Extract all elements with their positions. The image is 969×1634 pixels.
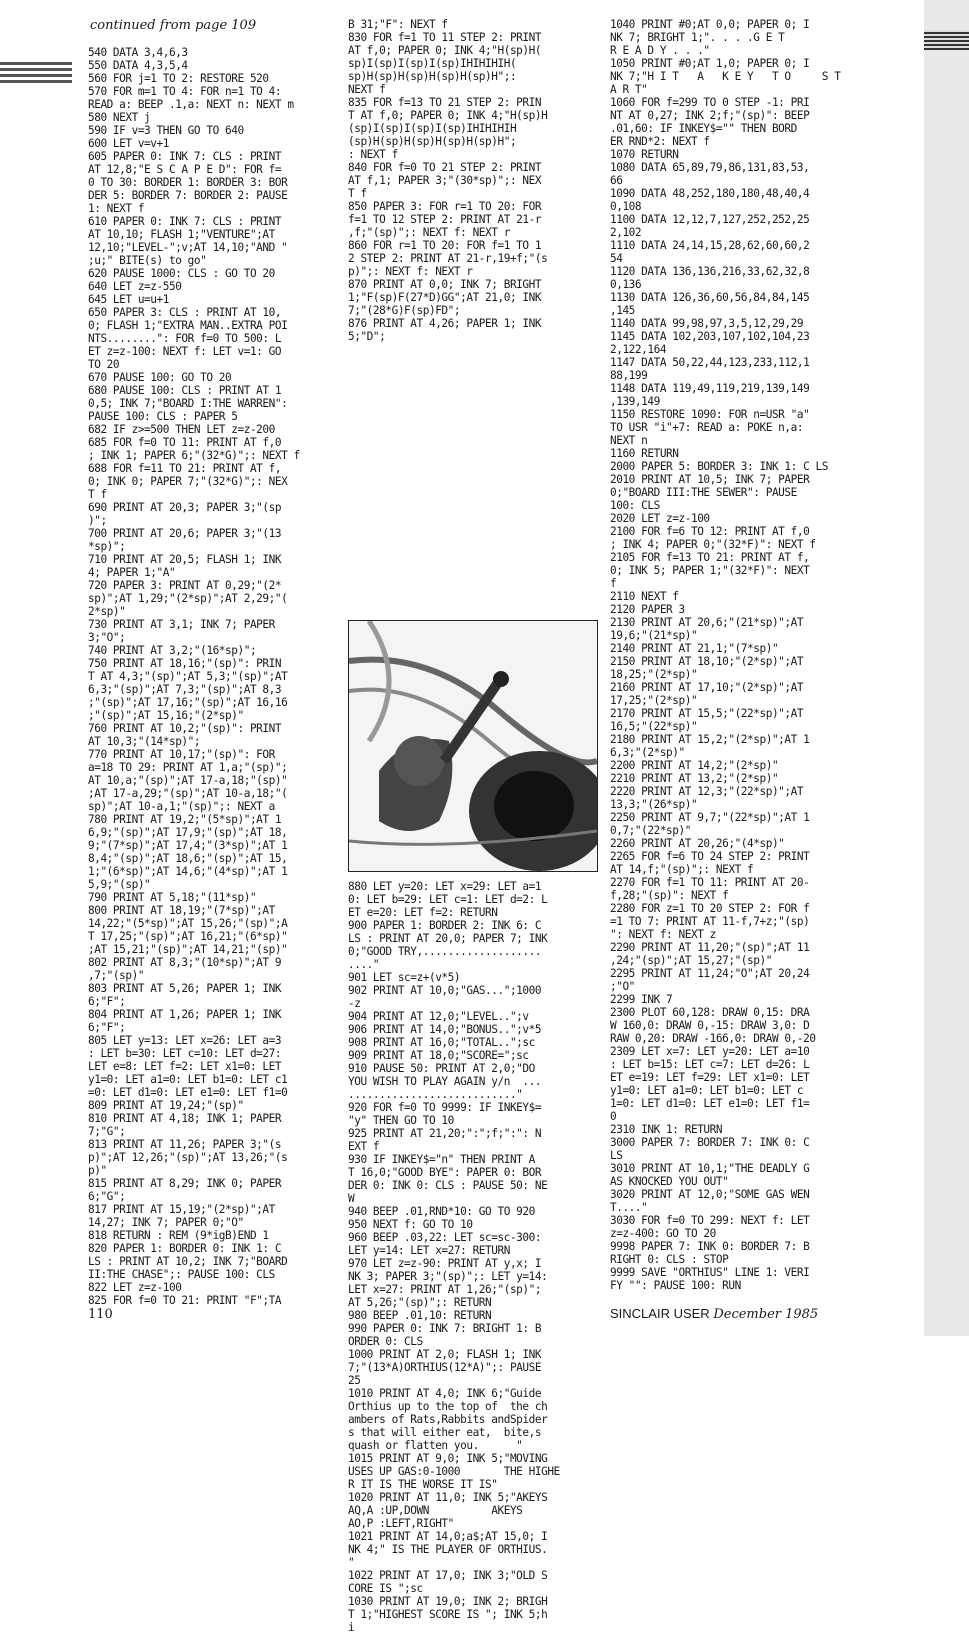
code-line: 605 PAPER 0: INK 7: CLS : PRINT bbox=[88, 150, 282, 163]
code-line: ;AT 17-a,29;"(sp)";AT 10-a,18;"( bbox=[88, 787, 288, 800]
code-line: 3010 PRINT AT 10,1;"THE DEADLY G bbox=[610, 1162, 810, 1175]
code-line: 0,108 bbox=[610, 200, 642, 213]
code-line: LET e=8: LET f=2: LET x1=0: LET bbox=[88, 1060, 282, 1073]
code-line: T f bbox=[88, 488, 107, 501]
code-line: 0 bbox=[610, 1110, 617, 1123]
code-line: 809 PRINT AT 19,24;"(sp)" bbox=[88, 1099, 244, 1112]
code-line: AS KNOCKED YOU OUT" bbox=[610, 1175, 729, 1188]
code-line: T AT 4,3;"(sp)";AT 5,3;"(sp)";AT bbox=[88, 670, 288, 683]
code-line: 2220 PRINT AT 12,3;"(22*sp)";AT bbox=[610, 785, 804, 798]
listing-column-2-bottom bbox=[348, 880, 596, 1634]
code-line: USES UP GAS:0-1000 THE HIGHE bbox=[348, 1465, 560, 1478]
code-line: 1130 DATA 126,36,60,56,84,84,145 bbox=[610, 291, 810, 304]
code-line: T...." bbox=[610, 1201, 648, 1214]
code-line: 2210 PRINT AT 13,2;"(2*sp)" bbox=[610, 772, 779, 785]
code-line: p)" bbox=[88, 1164, 107, 1177]
code-line: 902 PRINT AT 10,0;"GAS...";1000 bbox=[348, 984, 542, 997]
code-line: 0; INK 0; PAPER 7;"(32*G)";: NEX bbox=[88, 475, 288, 488]
code-line: ;"O" bbox=[610, 980, 635, 993]
code-line: ;"(sp)";AT 15,16;"(2*sp)" bbox=[88, 709, 244, 722]
code-line: READ a: BEEP .1,a: NEXT n: NEXT m bbox=[88, 98, 294, 111]
code-line: 2260 PRINT AT 20,26;"(4*sp)" bbox=[610, 837, 785, 850]
listing-column-3 bbox=[610, 18, 910, 1292]
code-line: NEXT n bbox=[610, 434, 648, 447]
code-line: 1100 DATA 12,12,7,127,252,252,25 bbox=[610, 213, 810, 226]
code-line: 550 DATA 4,3,5,4 bbox=[88, 59, 188, 72]
code-line: 590 IF v=3 THEN GO TO 640 bbox=[88, 124, 244, 137]
code-line: sp)";AT 10-a,1;"(sp)";: NEXT a bbox=[88, 800, 275, 813]
code-line: sp)";AT 1,29;"(2*sp)";AT 2,29;"( bbox=[88, 592, 288, 605]
code-line: y1=0: LET a1=0: LET b1=0: LET c bbox=[610, 1084, 804, 1097]
page-number: 110 bbox=[88, 1307, 113, 1322]
code-line: " bbox=[348, 1556, 355, 1569]
code-line: 2,102 bbox=[610, 226, 642, 239]
code-line: 960 BEEP .03,22: LET sc=sc-300: bbox=[348, 1231, 542, 1244]
code-line: 25 bbox=[348, 1374, 361, 1387]
code-line: 0,136 bbox=[610, 278, 642, 291]
code-line: 682 IF z>=500 THEN LET z=z-200 bbox=[88, 423, 275, 436]
code-line: 870 PRINT AT 0,0; INK 7; BRIGHT bbox=[348, 278, 542, 291]
code-line: 6;"F"; bbox=[88, 995, 126, 1008]
code-line: 970 LET z=z-90: PRINT AT y,x; I bbox=[348, 1257, 542, 1270]
code-line: =0: LET d1=0: LET e1=0: LET f1=0 bbox=[88, 1086, 288, 1099]
illustration-image bbox=[348, 620, 598, 872]
code-line: 2110 NEXT f bbox=[610, 590, 679, 603]
code-line: II:THE CHASE";: PAUSE 100: CLS bbox=[88, 1268, 275, 1281]
code-line: 3000 PAPER 7: BORDER 7: INK 0: C bbox=[610, 1136, 810, 1149]
code-line: 800 PRINT AT 18,19;"(7*sp)";AT bbox=[88, 904, 275, 917]
code-line: 0;"BOARD III:THE SEWER": PAUSE bbox=[610, 486, 797, 499]
listing-column-2-top bbox=[348, 18, 596, 343]
code-line: 820 PAPER 1: BORDER 0: INK 1: C bbox=[88, 1242, 282, 1255]
code-line: 3020 PRINT AT 12,0;"SOME GAS WEN bbox=[610, 1188, 810, 1201]
code-line: ,f;"(sp)";: NEXT f: NEXT r bbox=[348, 226, 510, 239]
code-line: 16,5;"(22*sp)" bbox=[610, 720, 698, 733]
code-line: TO 20 bbox=[88, 358, 120, 371]
code-line: DER 0: INK 0: CLS : PAUSE 50: NE bbox=[348, 1179, 548, 1192]
code-line: (sp)I(sp)I(sp)I(sp)IHIHIHIH bbox=[348, 122, 517, 135]
code-line: 54 bbox=[610, 252, 623, 265]
code-line: ,24;"(sp)";AT 15,27;"(sp)" bbox=[610, 954, 772, 967]
code-line: 1030 PRINT AT 19,0; INK 2; BRIGH bbox=[348, 1595, 548, 1608]
code-line: T 1;"HIGHEST SCORE IS "; INK 5;h bbox=[348, 1608, 548, 1621]
code-line: NK 4;" IS THE PLAYER OF ORTHIUS. bbox=[348, 1543, 548, 1556]
code-line: 2309 LET x=7: LET y=20: LET a=10 bbox=[610, 1045, 810, 1058]
code-line: 2170 PRINT AT 15,5;"(22*sp)";AT bbox=[610, 707, 804, 720]
code-line: 18,25;"(2*sp)" bbox=[610, 668, 698, 681]
code-line: 1160 RETURN bbox=[610, 447, 679, 460]
code-line: 0 TO 30: BORDER 1: BORDER 3: BOR bbox=[88, 176, 288, 189]
code-line: 3;"O"; bbox=[88, 631, 126, 644]
code-line: LS bbox=[610, 1149, 623, 1162]
code-line: 2*sp)" bbox=[88, 605, 126, 618]
code-line: 6,3;"(sp)";AT 7,3;"(sp)";AT 8,3 bbox=[88, 683, 282, 696]
code-line: sp)I(sp)I(sp)I(sp)IHIHIHIH( bbox=[348, 57, 517, 70]
code-line: 0;"GOOD TRY,................... bbox=[348, 945, 542, 958]
code-line: 2120 PAPER 3 bbox=[610, 603, 685, 616]
code-line: ..........................." bbox=[348, 1088, 523, 1101]
code-line: 1060 FOR f=299 TO 0 STEP -1: PRI bbox=[610, 96, 810, 109]
code-line: 1050 PRINT #0;AT 1,0; PAPER 0; I bbox=[610, 57, 810, 70]
code-line: 1090 DATA 48,252,180,180,48,40,4 bbox=[610, 187, 810, 200]
code-line: 2140 PRINT AT 21,1;"(7*sp)" bbox=[610, 642, 779, 655]
code-line: ORDER 0: CLS bbox=[348, 1335, 423, 1348]
code-line: 2105 FOR f=13 TO 21: PRINT AT f, bbox=[610, 551, 810, 564]
code-line: AT 14,f;"(sp)";: NEXT f bbox=[610, 863, 754, 876]
code-line: )"; bbox=[88, 514, 107, 527]
code-line: 2150 PRINT AT 18,10;"(2*sp)";AT bbox=[610, 655, 804, 668]
code-line: AT f,1; PAPER 3;"(30*sp)";: NEX bbox=[348, 174, 542, 187]
code-line: =1 TO 7: PRINT AT 11-f,7+z;"(sp) bbox=[610, 915, 810, 928]
code-line: 910 PAUSE 50: PRINT AT 2,0;"DO bbox=[348, 1062, 535, 1075]
code-line: 1020 PRINT AT 11,0; INK 5;"AKEYS bbox=[348, 1491, 548, 1504]
code-line: 2100 FOR f=6 TO 12: PRINT AT f,0 bbox=[610, 525, 810, 538]
code-line: f,28;"(sp)": NEXT f bbox=[610, 889, 729, 902]
code-line: 2160 PRINT AT 17,10;"(2*sp)";AT bbox=[610, 681, 804, 694]
code-line: 9;"(7*sp)";AT 17,4;"(3*sp)";AT 1 bbox=[88, 839, 288, 852]
code-line: 876 PRINT AT 4,26; PAPER 1; INK bbox=[348, 317, 542, 330]
code-line: 2,122,164 bbox=[610, 343, 667, 356]
code-line: 2280 FOR z=1 TO 20 STEP 2: FOR f bbox=[610, 902, 810, 915]
code-line: ;u;" BITE(s) to go" bbox=[88, 254, 207, 267]
code-line: : NEXT f bbox=[348, 148, 398, 161]
code-line: z=z-400: GO TO 20 bbox=[610, 1227, 716, 1240]
magazine-footer bbox=[610, 1306, 818, 1322]
code-line: 805 LET y=13: LET x=26: LET a=3 bbox=[88, 1034, 282, 1047]
code-line: 5,9;"(sp)" bbox=[88, 878, 151, 891]
code-line: ET e=19: LET f=29: LET x1=0: LET bbox=[610, 1071, 810, 1084]
code-line: 990 PAPER 0: INK 7: BRIGHT 1: B bbox=[348, 1322, 542, 1335]
code-line: AT 12,8;"E S C A P E D": FOR f= bbox=[88, 163, 282, 176]
code-line: 610 PAPER 0: INK 7: CLS : PRINT bbox=[88, 215, 282, 228]
code-line: R IT IS THE WORSE IT IS" bbox=[348, 1478, 498, 1491]
code-line: 9999 SAVE "ORTHIUS" LINE 1: VERI bbox=[610, 1266, 810, 1279]
code-line: 88,199 bbox=[610, 369, 648, 382]
code-line: 650 PAPER 3: CLS : PRINT AT 10, bbox=[88, 306, 282, 319]
continued-note: continued from page 109 bbox=[90, 18, 257, 33]
code-line: AO,P :LEFT,RIGHT" bbox=[348, 1517, 454, 1530]
code-line: 2000 PAPER 5: BORDER 3: INK 1: C LS bbox=[610, 460, 829, 473]
code-line: 1022 PRINT AT 17,0; INK 3;"OLD S bbox=[348, 1569, 548, 1582]
code-line: 600 LET v=v+1 bbox=[88, 137, 169, 150]
code-line: 66 bbox=[610, 174, 623, 187]
code-line: AT 10,3;"(14*sp)"; bbox=[88, 735, 201, 748]
code-line: 0; INK 5; PAPER 1;"(32*F)": NEXT bbox=[610, 564, 810, 577]
code-line: 6,3;"(2*sp)" bbox=[610, 746, 685, 759]
code-line: 1147 DATA 50,22,44,123,233,112,1 bbox=[610, 356, 810, 369]
code-line: 2295 PRINT AT 11,24;"O";AT 20,24 bbox=[610, 967, 810, 980]
code-line: 2200 PRINT AT 14,2;"(2*sp)" bbox=[610, 759, 779, 772]
code-line: a=18 TO 29: PRINT AT 1,a;"(sp)"; bbox=[88, 761, 288, 774]
code-line: : LET b=15: LET c=7: LET d=26: L bbox=[610, 1058, 810, 1071]
orthius-illustration bbox=[349, 621, 597, 871]
code-line: 920 FOR f=0 TO 9999: IF INKEY$= bbox=[348, 1101, 542, 1114]
code-line: 7;"(13*A)ORTHIUS(12*A)";: PAUSE bbox=[348, 1361, 542, 1374]
code-line: 901 LET sc=z+(v*5) bbox=[348, 971, 461, 984]
code-line: 940 BEEP .01,RND*10: GO TO 920 bbox=[348, 1205, 535, 1218]
code-line: p)";AT 12,26;"(sp)";AT 13,26;"(s bbox=[88, 1151, 288, 1164]
code-line: 818 RETURN : REM (9*igB)END 1 bbox=[88, 1229, 269, 1242]
code-line: 906 PRINT AT 14,0;"BONUS..";v*5 bbox=[348, 1023, 542, 1036]
listing-column-1 bbox=[88, 46, 338, 1307]
code-line: 1: NEXT f bbox=[88, 202, 145, 215]
code-line: NEXT f bbox=[348, 83, 386, 96]
code-line: 760 PRINT AT 10,2;"(sp)": PRINT bbox=[88, 722, 282, 735]
code-line: 100: CLS bbox=[610, 499, 660, 512]
code-line: 930 IF INKEY$="n" THEN PRINT A bbox=[348, 1153, 535, 1166]
code-line: RAW 0,20: DRAW -166,0: DRAW 0,-20 bbox=[610, 1032, 816, 1045]
code-line: 740 PRINT AT 3,2;"(16*sp)"; bbox=[88, 644, 257, 657]
code-line: LET x=27: PRINT AT 1,26;"(sp)"; bbox=[348, 1283, 542, 1296]
code-line: 0,7;"(22*sp)" bbox=[610, 824, 691, 837]
code-line: 825 FOR f=0 TO 21: PRINT "F";TA bbox=[88, 1294, 282, 1307]
code-line: 645 LET u=u+1 bbox=[88, 293, 169, 306]
code-line: 1140 DATA 99,98,97,3,5,12,29,29 bbox=[610, 317, 804, 330]
code-line: : LET b=30: LET c=10: LET d=27: bbox=[88, 1047, 282, 1060]
code-line: 13,3;"(26*sp)" bbox=[610, 798, 698, 811]
code-line: 909 PRINT AT 18,0;"SCORE=";sc bbox=[348, 1049, 529, 1062]
code-line: quash or flatten you. " bbox=[348, 1439, 523, 1452]
code-line: 0,5; INK 7;"BOARD I:THE WARREN": bbox=[88, 397, 288, 410]
code-line: 6;"F"; bbox=[88, 1021, 126, 1034]
code-line: ,145 bbox=[610, 304, 635, 317]
code-line: LET y=14: LET x=27: RETURN bbox=[348, 1244, 510, 1257]
code-line: 2300 PLOT 60,128: DRAW 0,15: DRA bbox=[610, 1006, 810, 1019]
code-line: 730 PRINT AT 3,1; INK 7; PAPER bbox=[88, 618, 275, 631]
code-line: *sp)"; bbox=[88, 540, 126, 553]
code-line: 12,10;"LEVEL-";v;AT 14,10;"AND " bbox=[88, 241, 288, 254]
code-line: 780 PRINT AT 19,2;"(5*sp)";AT 1 bbox=[88, 813, 282, 826]
code-line: y1=0: LET a1=0: LET b1=0: LET c1 bbox=[88, 1073, 288, 1086]
code-line: 790 PRINT AT 5,18;"(11*sp)" bbox=[88, 891, 257, 904]
code-line: LS : PRINT AT 20,0; PAPER 7; INK bbox=[348, 932, 548, 945]
code-line: 685 FOR f=0 TO 11: PRINT AT f,0 bbox=[88, 436, 282, 449]
code-line: CORE IS ";sc bbox=[348, 1582, 423, 1595]
code-line: 710 PRINT AT 20,5; FLASH 1; INK bbox=[88, 553, 282, 566]
code-line: 5;"D"; bbox=[348, 330, 386, 343]
code-line: Orthius up to the top of the ch bbox=[348, 1400, 548, 1413]
code-line: 7;"G"; bbox=[88, 1125, 126, 1138]
code-line: 560 FOR j=1 TO 2: RESTORE 520 bbox=[88, 72, 269, 85]
code-line: ER RND*2: NEXT f bbox=[610, 135, 710, 148]
code-line: 980 BEEP .01,10: RETURN bbox=[348, 1309, 492, 1322]
code-line: 2250 PRINT AT 9,7;"(22*sp)";AT 1 bbox=[610, 811, 810, 824]
code-line: 750 PRINT AT 18,16;"(sp)": PRIN bbox=[88, 657, 282, 670]
code-line: LS : PRINT AT 10,2; INK 7;"BOARD bbox=[88, 1255, 288, 1268]
code-line: EXT f bbox=[348, 1140, 380, 1153]
code-line: 904 PRINT AT 12,0;"LEVEL..";v bbox=[348, 1010, 529, 1023]
code-line: 4; PAPER 1;"A" bbox=[88, 566, 176, 579]
code-line: 860 FOR r=1 TO 20: FOR f=1 TO 1 bbox=[348, 239, 542, 252]
code-line: 620 PAUSE 1000: CLS : GO TO 20 bbox=[88, 267, 275, 280]
code-line: 2020 LET z=z-100 bbox=[610, 512, 710, 525]
code-line: 8,4;"(sp)";AT 18,6;"(sp)";AT 15, bbox=[88, 852, 288, 865]
code-line: 2290 PRINT AT 11,20;"(sp)";AT 11 bbox=[610, 941, 810, 954]
code-line: 570 FOR m=1 TO 4: FOR n=1 TO 4: bbox=[88, 85, 282, 98]
code-line: sp)H(sp)H(sp)H(sp)H(sp)H";: bbox=[348, 70, 517, 83]
code-line: f=1 TO 12 STEP 2: PRINT AT 21-r bbox=[348, 213, 542, 226]
code-line: 1;"F(sp)F(27*D)GG";AT 21,0; INK bbox=[348, 291, 542, 304]
code-line: 640 LET z=z-550 bbox=[88, 280, 182, 293]
code-line: AT 5,26;"(sp)";: RETURN bbox=[348, 1296, 492, 1309]
code-line: T 16,0;"GOOD BYE": PAPER 0: BOR bbox=[348, 1166, 542, 1179]
code-line: 700 PRINT AT 20,6; PAPER 3;"(13 bbox=[88, 527, 282, 540]
code-line: 1145 DATA 102,203,107,102,104,23 bbox=[610, 330, 810, 343]
code-line: 2270 FOR f=1 TO 11: PRINT AT 20- bbox=[610, 876, 810, 889]
code-line: 9998 PAPER 7: INK 0: BORDER 7: B bbox=[610, 1240, 810, 1253]
code-line: 19,6;"(21*sp)" bbox=[610, 629, 698, 642]
code-line: 925 PRINT AT 21,20;":";f;":": N bbox=[348, 1127, 542, 1140]
code-line: 1;"(6*sp)";AT 14,6;"(4*sp)";AT 1 bbox=[88, 865, 288, 878]
code-line: 688 FOR f=11 TO 21: PRINT AT f, bbox=[88, 462, 282, 475]
code-line: 2299 INK 7 bbox=[610, 993, 673, 1006]
code-line: 803 PRINT AT 5,26; PAPER 1; INK bbox=[88, 982, 282, 995]
code-line: 1148 DATA 119,49,119,219,139,149 bbox=[610, 382, 810, 395]
code-line: 1120 DATA 136,136,216,33,62,32,8 bbox=[610, 265, 810, 278]
code-line: 680 PAUSE 100: CLS : PRINT AT 1 bbox=[88, 384, 282, 397]
code-line: 835 FOR f=13 TO 21 STEP 2: PRIN bbox=[348, 96, 542, 109]
code-line: 908 PRINT AT 16,0;"TOTAL..";sc bbox=[348, 1036, 535, 1049]
code-line: DER 5: BORDER 7: BORDER 2: PAUSE bbox=[88, 189, 288, 202]
code-line: 1040 PRINT #0;AT 0,0; PAPER 0; I bbox=[610, 18, 810, 31]
code-line: 880 LET y=20: LET x=29: LET a=1 bbox=[348, 880, 542, 893]
code-line: TO USR "i"+7: READ a: POKE n,a: bbox=[610, 421, 804, 434]
code-line: NT AT 0,27; INK 2;f;"(sp)": BEEP bbox=[610, 109, 810, 122]
code-line: 580 NEXT j bbox=[88, 111, 151, 124]
code-line: 2130 PRINT AT 20,6;"(21*sp)";AT bbox=[610, 616, 804, 629]
page-edge-left bbox=[0, 0, 72, 90]
code-line: ambers of Rats,Rabbits andSpider bbox=[348, 1413, 548, 1426]
code-line: 14,27; INK 7; PAPER 0;"O" bbox=[88, 1216, 244, 1229]
code-line: YOU WISH TO PLAY AGAIN y/n ... bbox=[348, 1075, 542, 1088]
code-line: RIGHT 0: CLS : STOP bbox=[610, 1253, 729, 1266]
code-line: "y" THEN GO TO 10 bbox=[348, 1114, 454, 1127]
code-line: NK 7;"H I T A K E Y T O S T bbox=[610, 70, 841, 83]
code-line: AT 10,10; FLASH 1;"VENTURE";AT bbox=[88, 228, 275, 241]
code-line: A R T" bbox=[610, 83, 648, 96]
code-line: B 31;"F": NEXT f bbox=[348, 18, 448, 31]
code-line: 770 PRINT AT 10,17;"(sp)": FOR bbox=[88, 748, 275, 761]
code-line: 3030 FOR f=0 TO 299: NEXT f: LET bbox=[610, 1214, 810, 1227]
code-line: 2265 FOR f=6 TO 24 STEP 2: PRINT bbox=[610, 850, 810, 863]
code-line: ,7;"(sp)" bbox=[88, 969, 145, 982]
code-line: 2310 INK 1: RETURN bbox=[610, 1123, 723, 1136]
magazine-name: SINCLAIR USER bbox=[610, 1306, 710, 1321]
code-line: 2010 PRINT AT 10,5; INK 7; PAPER bbox=[610, 473, 810, 486]
code-line: 1000 PRINT AT 2,0; FLASH 1; INK bbox=[348, 1348, 542, 1361]
code-line: 840 FOR f=0 TO 21 STEP 2: PRINT bbox=[348, 161, 542, 174]
code-line: AT f,0; PAPER 0; INK 4;"H(sp)H( bbox=[348, 44, 542, 57]
code-line: 2180 PRINT AT 15,2;"(2*sp)";AT 1 bbox=[610, 733, 810, 746]
code-line: ,139,149 bbox=[610, 395, 660, 408]
code-line: f bbox=[610, 577, 617, 590]
code-line: W bbox=[348, 1192, 355, 1205]
code-line: .01,60: IF INKEY$="" THEN BORD bbox=[610, 122, 797, 135]
code-line: ; INK 1; PAPER 6;"(32*G)";: NEXT f bbox=[88, 449, 300, 462]
code-line: NTS........": FOR f=0 TO 500: L bbox=[88, 332, 282, 345]
code-line: 0; FLASH 1;"EXTRA MAN..EXTRA POI bbox=[88, 319, 288, 332]
code-line: W 160,0: DRAW 0,-15: DRAW 3,0: D bbox=[610, 1019, 810, 1032]
code-line: i bbox=[348, 1621, 355, 1634]
code-line: 850 PAPER 3: FOR r=1 TO 20: FOR bbox=[348, 200, 542, 213]
code-line: T 17,25;"(sp)";AT 16,21;"(6*sp)" bbox=[88, 930, 288, 943]
code-line: 813 PRINT AT 11,26; PAPER 3;"(s bbox=[88, 1138, 282, 1151]
page-edge-right bbox=[924, 0, 969, 1336]
code-line: 17,25;"(2*sp)" bbox=[610, 694, 698, 707]
code-line: ;"(sp)";AT 17,16;"(sp)";AT 16,16 bbox=[88, 696, 288, 709]
code-line: AT 10,a;"(sp)";AT 17-a,18;"(sp)" bbox=[88, 774, 288, 787]
code-line: NK 3; PAPER 3;"(sp)";: LET y=14: bbox=[348, 1270, 548, 1283]
code-line: 1=0: LET d1=0: LET e1=0: LET f1= bbox=[610, 1097, 810, 1110]
code-line: FY "": PAUSE 100: RUN bbox=[610, 1279, 741, 1292]
code-line: ": NEXT f: NEXT z bbox=[610, 928, 716, 941]
code-line: 830 FOR f=1 TO 11 STEP 2: PRINT bbox=[348, 31, 542, 44]
code-line: 540 DATA 3,4,6,3 bbox=[88, 46, 188, 59]
code-line: -z bbox=[348, 997, 361, 1010]
code-line: 950 NEXT f: GO TO 10 bbox=[348, 1218, 473, 1231]
code-line: 1010 PRINT AT 4,0; INK 6;"Guide bbox=[348, 1387, 542, 1400]
code-line: T AT f,0; PAPER 0; INK 4;"H(sp)H bbox=[348, 109, 548, 122]
code-line: AQ,A :UP,DOWN AKEYS bbox=[348, 1504, 523, 1517]
code-line: 6,9;"(sp)";AT 17,9;"(sp)";AT 18, bbox=[88, 826, 288, 839]
code-line: 900 PAPER 1: BORDER 2: INK 6: C bbox=[348, 919, 542, 932]
code-line: 1080 DATA 65,89,79,86,131,83,53, bbox=[610, 161, 810, 174]
code-line: 1070 RETURN bbox=[610, 148, 679, 161]
code-line: R E A D Y . . ." bbox=[610, 44, 710, 57]
code-line: NK 7; BRIGHT 1;". . . .G E T bbox=[610, 31, 785, 44]
code-line: 817 PRINT AT 15,19;"(2*sp)";AT bbox=[88, 1203, 275, 1216]
code-line: 815 PRINT AT 8,29; INK 0; PAPER bbox=[88, 1177, 282, 1190]
code-line: 6;"G"; bbox=[88, 1190, 126, 1203]
code-line: PAUSE 100: CLS : PAPER 5 bbox=[88, 410, 238, 423]
code-line: 1021 PRINT AT 14,0;a$;AT 15,0; I bbox=[348, 1530, 548, 1543]
code-line: 690 PRINT AT 20,3; PAPER 3;"(sp bbox=[88, 501, 282, 514]
code-line: ;AT 15,21;"(sp)";AT 14,21;"(sp)" bbox=[88, 943, 288, 956]
code-line: 802 PRINT AT 8,3;"(10*sp)";AT 9 bbox=[88, 956, 282, 969]
code-line: 0: LET b=29: LET c=1: LET d=2: L bbox=[348, 893, 548, 906]
issue-date: December 1985 bbox=[713, 1307, 819, 1322]
code-line: 1150 RESTORE 1090: FOR n=USR "a" bbox=[610, 408, 810, 421]
code-line: 14,22;"(5*sp)";AT 15,26;"(sp)";A bbox=[88, 917, 288, 930]
code-line: s that will either eat, bite,s bbox=[348, 1426, 542, 1439]
code-line: 2 STEP 2: PRINT AT 21-r,19+f;"(s bbox=[348, 252, 548, 265]
code-line: p)";: NEXT f: NEXT r bbox=[348, 265, 473, 278]
code-line: T f bbox=[348, 187, 367, 200]
code-line: ; INK 4; PAPER 0;"(32*F)": NEXT f bbox=[610, 538, 816, 551]
code-line: 670 PAUSE 100: GO TO 20 bbox=[88, 371, 232, 384]
code-line: (sp)H(sp)H(sp)H(sp)H(sp)H"; bbox=[348, 135, 517, 148]
code-line: 822 LET z=z-100 bbox=[88, 1281, 182, 1294]
code-line: 720 PAPER 3: PRINT AT 0,29;"(2* bbox=[88, 579, 282, 592]
code-line: 804 PRINT AT 1,26; PAPER 1; INK bbox=[88, 1008, 282, 1021]
code-line: 810 PRINT AT 4,18; INK 1; PAPER bbox=[88, 1112, 282, 1125]
code-line: 7;"(28*G)F(sp)FD"; bbox=[348, 304, 461, 317]
code-line: ...." bbox=[348, 958, 380, 971]
code-line: ET e=20: LET f=2: RETURN bbox=[348, 906, 498, 919]
code-line: 1015 PRINT AT 9,0; INK 5;"MOVING bbox=[348, 1452, 548, 1465]
code-line: ET z=z-100: NEXT f: LET v=1: GO bbox=[88, 345, 282, 358]
code-line: 1110 DATA 24,14,15,28,62,60,60,2 bbox=[610, 239, 810, 252]
